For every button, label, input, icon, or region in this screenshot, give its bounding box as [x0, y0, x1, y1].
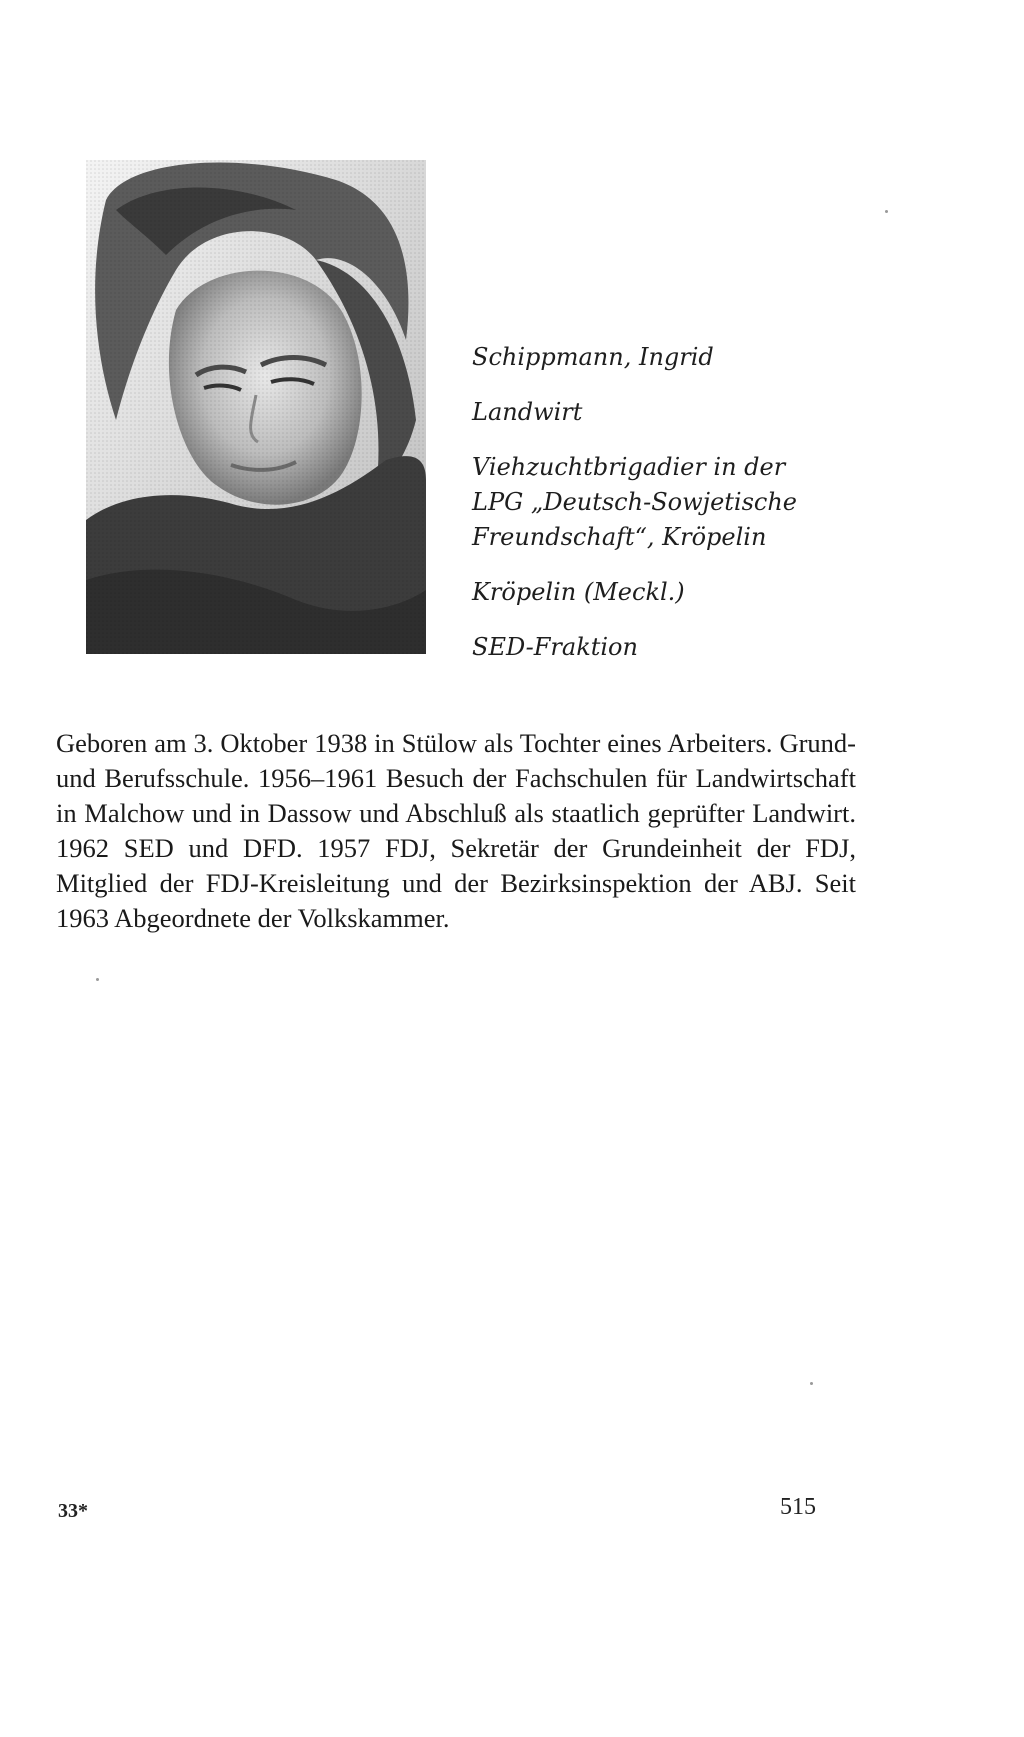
- page-number: 515: [780, 1494, 816, 1520]
- signature-mark: 33*: [58, 1500, 88, 1522]
- scan-speck: [96, 978, 99, 981]
- portrait-photo: [86, 160, 426, 654]
- biography-paragraph: Geboren am 3. Oktober 1938 in Stülow als Tochter eines Arbeiters. Grund- und Berufsschule. 1956–1961 Besuch der Fachschulen für Landwirtschaft in Malchow und in Dassow und Abschluß als staatlich geprüfter Landwirt. 1962 SED und DFD. 1957 FDJ, Sekretär der Grundeinheit der FDJ, Mitglied der FDJ-Kreisleitung und der Bezirksinspektion der ABJ. Seit 1963 Abgeordnete der Volkskammer.: [56, 728, 856, 933]
- scan-speck: [885, 210, 888, 213]
- person-position: Viehzuchtbrigadier in der LPG „Deutsch-Sowjetische Freundschaft“, Kröpelin: [472, 453, 798, 551]
- person-details: [472, 340, 892, 685]
- person-profession: Landwirt: [472, 398, 583, 426]
- scan-speck: [810, 1382, 813, 1385]
- person-residence: Kröpelin (Meckl.): [472, 578, 685, 606]
- person-name: Schippmann, Ingrid: [472, 343, 714, 371]
- person-faction: SED-Fraktion: [472, 633, 638, 661]
